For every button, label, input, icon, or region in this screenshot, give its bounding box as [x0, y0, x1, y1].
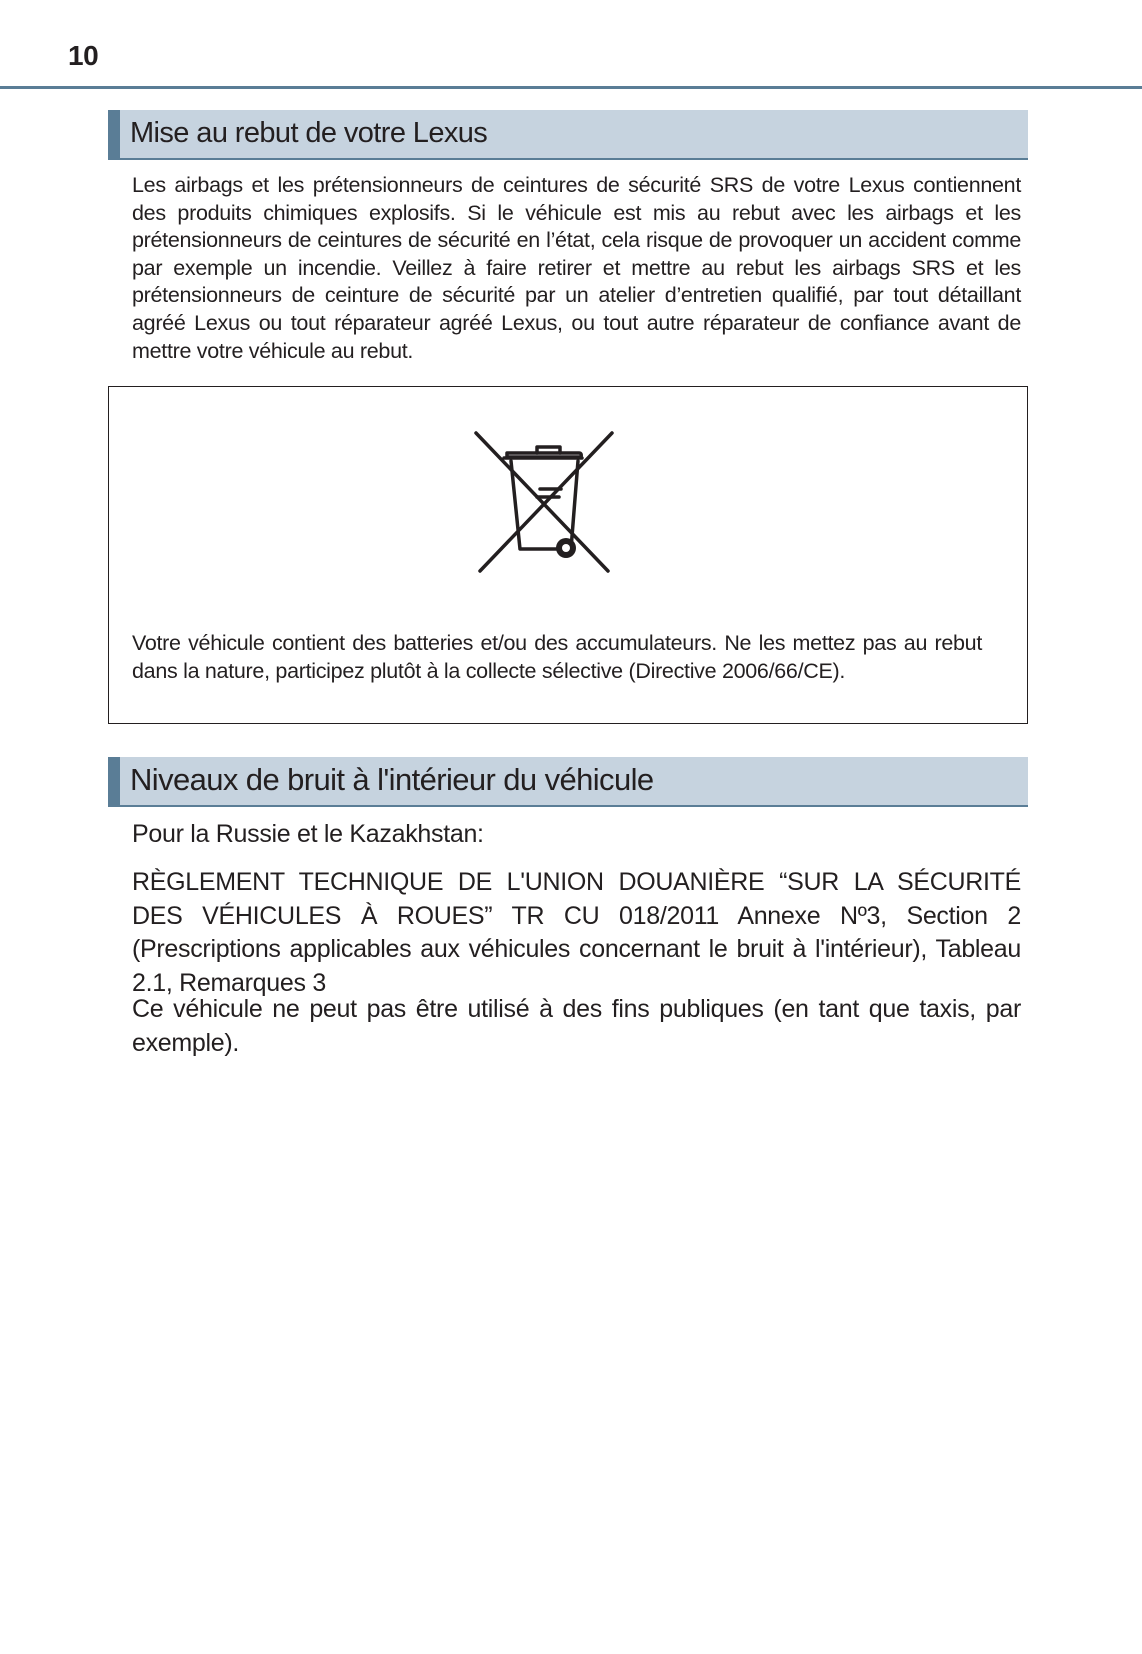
section-title-disposal: Mise au rebut de votre Lexus: [130, 117, 488, 149]
noise-regulation: RÈGLEMENT TECHNIQUE DE L'UNION DOUANIÈRE “SUR LA SÉCURITÉ DES VÉHICULES À ROUES” TR CU 018/2011 Annexe Nº3, Section 2 (Prescriptions applicables aux véhicules concernant le bruit à l'intérieur), Tableau 2.1, Remarques 3: [132, 868, 1021, 997]
crossed-out-wheelie-bin-icon: [474, 431, 614, 575]
battery-notice-text: Votre véhicule contient des batteries et/ou des accumulateurs. Ne les mettez pas au rebut dans la nature, participez plutôt à la collecte sélective (Directive 2006/66/CE).: [132, 631, 982, 683]
section-header-noise: [108, 757, 1028, 807]
disposal-paragraph: Les airbags et les prétensionneurs de ceintures de sécurité SRS de votre Lexus contiennent des produits chimiques explosifs. Si le véhicule est mis au rebut avec les airbags et les prétensionneurs de ceintures de sécurité en l’état, cela risque de provoquer un accident comme par exemple un incendie. Veillez à faire retirer et mettre au rebut les airbags SRS et les prétensionneurs de ceinture de sécurité par un atelier d’entretien qualifié, par tout détaillant agréé Lexus ou tout réparateur agréé Lexus, ou tout autre réparateur de confiance avant de mettre votre véhicule au rebut.: [132, 173, 1021, 363]
page-number: 10: [68, 40, 99, 71]
header-rule: [0, 86, 1142, 89]
section-title-noise: Niveaux de bruit à l'intérieur du véhicule: [130, 762, 654, 797]
section-header-disposal: [108, 110, 1028, 160]
noise-note: Ce véhicule ne peut pas être utilisé à des fins publiques (en tant que taxis, par exemple).: [132, 995, 1021, 1057]
noise-region: Pour la Russie et le Kazakhstan:: [132, 820, 484, 848]
